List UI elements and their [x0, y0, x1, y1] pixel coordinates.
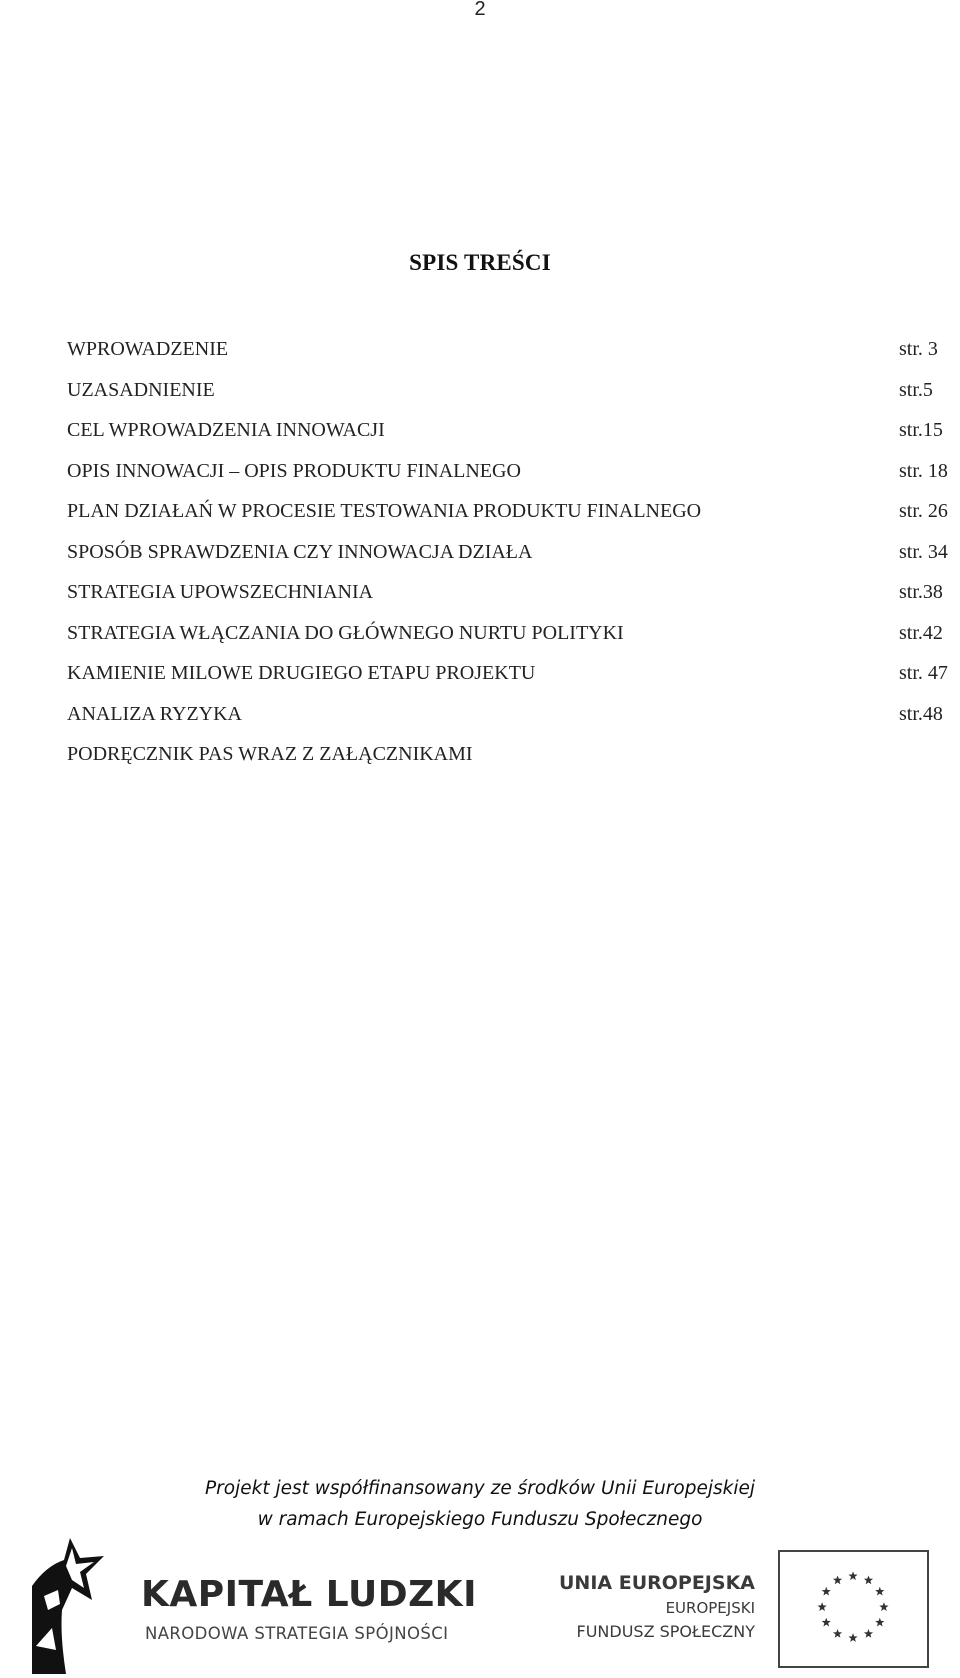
- table-of-contents: [67, 337, 955, 783]
- eu-star-icon: [818, 1602, 827, 1611]
- page-number: 2: [474, 0, 486, 20]
- toc-entry[interactable]: [67, 661, 955, 702]
- eu-flag-icon: [778, 1550, 929, 1668]
- toc-entry-label: ANALIZA RYZYKA: [67, 702, 242, 725]
- toc-entry-page: str. 18: [899, 459, 948, 482]
- cofinancing-note: [0, 1473, 960, 1535]
- toc-entry-page: str.5: [899, 378, 933, 401]
- toc-entry-label: PODRĘCZNIK PAS WRAZ Z ZAŁĄCZNIKAMI: [67, 743, 473, 765]
- toc-entry[interactable]: [67, 418, 955, 459]
- cofinancing-note-line2: w ramach Europejskiego Funduszu Społecznego: [257, 1509, 703, 1530]
- toc-entry-page: str. 3: [899, 338, 938, 360]
- toc-entry-label: SPOSÓB SPRAWDZENIA CZY INNOWACJA DZIAŁA: [67, 540, 533, 563]
- toc-entry-label: STRATEGIA WŁĄCZANIA DO GŁÓWNEGO NURTU POLITYKI: [67, 621, 624, 644]
- toc-entry-page: str.42: [899, 621, 943, 644]
- eu-star-icon: [833, 1575, 842, 1584]
- eu-star-icon: [864, 1629, 873, 1638]
- eu-star-icon: [822, 1618, 831, 1627]
- toc-entry[interactable]: [67, 580, 955, 621]
- toc-entry-page: str. 26: [899, 500, 948, 522]
- eu-label-line1: UNIA EUROPEJSKA: [559, 1572, 755, 1594]
- eu-star-icon: [848, 1633, 857, 1642]
- toc-entry-label: WPROWADZENIE: [67, 338, 229, 360]
- toc-entry[interactable]: [67, 378, 955, 419]
- toc-entry-label: UZASADNIENIE: [67, 378, 215, 401]
- eu-star-icon: [822, 1587, 831, 1596]
- eu-star-icon: [864, 1575, 873, 1584]
- eu-star-icon: [833, 1629, 842, 1638]
- toc-entry-label: STRATEGIA UPOWSZECHNIANIA: [67, 581, 374, 603]
- toc-entry[interactable]: [67, 540, 955, 581]
- toc-entry-page: str.38: [899, 581, 943, 603]
- cofinancing-note-line1: Projekt jest współfinansowany ze środków Unii Europejskiej: [205, 1478, 755, 1499]
- toc-entry[interactable]: [67, 742, 955, 783]
- eu-fund-label: [555, 1570, 755, 1644]
- toc-entry[interactable]: [67, 499, 955, 540]
- eu-star-icon: [875, 1618, 884, 1627]
- toc-entry-page: str. 34: [899, 540, 948, 563]
- toc-entry[interactable]: [67, 621, 955, 662]
- kapital-ludzki-star-icon: [26, 1526, 106, 1676]
- toc-entry-page: str. 47: [899, 662, 948, 684]
- toc-entry-label: KAMIENIE MILOWE DRUGIEGO ETAPU PROJEKTU: [67, 662, 536, 684]
- eu-star-icon: [879, 1602, 888, 1611]
- toc-entry-page: str.48: [899, 702, 943, 725]
- toc-entry[interactable]: [67, 702, 955, 743]
- eu-star-icon: [848, 1571, 857, 1580]
- toc-entry[interactable]: [67, 337, 955, 378]
- kapital-ludzki-title: KAPITAŁ LUDZKI: [141, 1574, 477, 1615]
- eu-label-line3: FUNDUSZ SPOŁECZNY: [576, 1622, 755, 1641]
- toc-entry[interactable]: [67, 459, 955, 500]
- eu-label-line2: EUROPEJSKI: [665, 1599, 755, 1617]
- toc-entry-label: CEL WPROWADZENIA INNOWACJI: [67, 419, 385, 441]
- toc-entry-label: PLAN DZIAŁAŃ W PROCESIE TESTOWANIA PRODUKTU FINALNEGO: [67, 500, 702, 522]
- toc-title: SPIS TREŚCI: [409, 250, 551, 275]
- toc-entry-page: str.15: [899, 419, 943, 441]
- toc-entry-label: OPIS INNOWACJI – OPIS PRODUKTU FINALNEGO: [67, 459, 521, 482]
- kapital-ludzki-subtitle: NARODOWA STRATEGIA SPÓJNOŚCI: [145, 1624, 449, 1643]
- eu-star-icon: [875, 1587, 884, 1596]
